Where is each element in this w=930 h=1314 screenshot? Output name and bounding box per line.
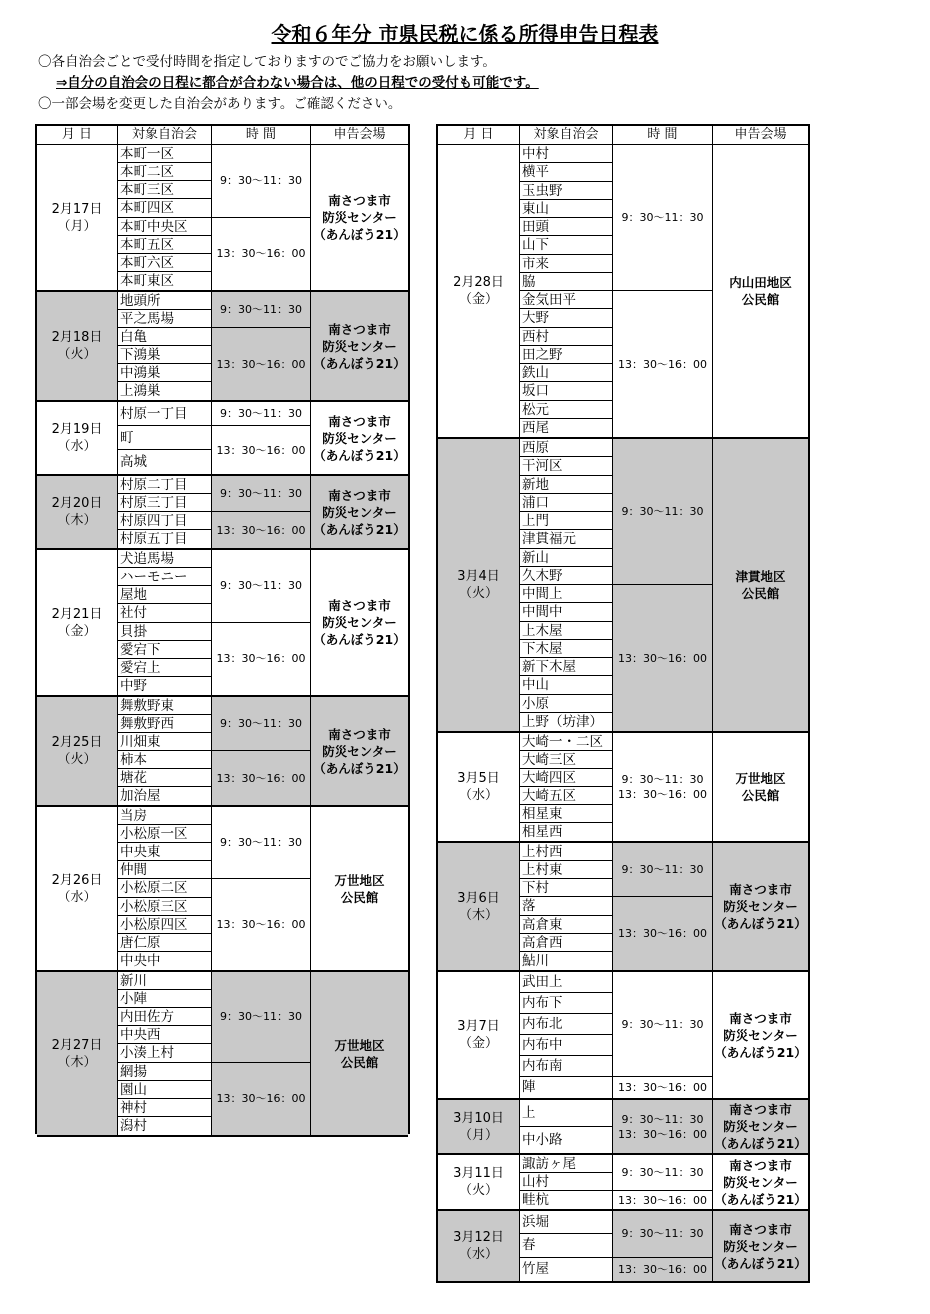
schedule-group — [438, 1211, 808, 1283]
list-item: 中村 — [520, 145, 612, 163]
list-item: 当房 — [118, 807, 211, 825]
list-item: 中央西 — [118, 1026, 211, 1044]
list-item: 相星東 — [520, 805, 612, 823]
list-item: 中間上 — [520, 585, 612, 603]
time-am: 9：30～11：30 — [613, 972, 712, 1077]
page-title-text: 令和６年分 市県民税に係る所得申告日程表 — [271, 22, 659, 46]
list-item: 内布下 — [520, 993, 612, 1014]
list-item: 脇 — [520, 273, 612, 291]
list-item: 陣 — [520, 1077, 612, 1098]
names-column — [118, 807, 212, 970]
date-cell: 2月28日 （金） — [438, 145, 520, 437]
list-item: 武田上 — [520, 972, 612, 993]
date-cell: 3月5日 （水） — [438, 733, 520, 841]
list-item: 川畑東 — [118, 733, 211, 751]
schedule-group — [438, 145, 808, 439]
list-item: 相星西 — [520, 823, 612, 841]
time-column — [212, 550, 311, 695]
names-column — [118, 972, 212, 1135]
list-item: 屋地 — [118, 586, 211, 604]
list-item: 西村 — [520, 328, 612, 346]
list-item: 下木屋 — [520, 640, 612, 658]
names-column — [520, 733, 613, 841]
list-item: 市来 — [520, 255, 612, 273]
time-column — [212, 972, 311, 1135]
names-column — [520, 1211, 613, 1281]
date-cell: 3月11日 （火） — [438, 1155, 520, 1209]
list-item: 本町三区 — [118, 181, 211, 199]
venue-cell: 津貫地区 公民館 — [735, 569, 786, 601]
list-item: 村原三丁目 — [118, 494, 211, 512]
schedule-group — [438, 972, 808, 1100]
venue-cell: 南さつま市 防災センター （あんぼう21） — [714, 1010, 807, 1060]
venue-cell: 万世地区 公民館 — [735, 771, 786, 803]
list-item: 大崎四区 — [520, 769, 612, 787]
time-column — [212, 292, 311, 400]
schedule-group — [37, 402, 408, 476]
venue-cell: 万世地区 公民館 — [334, 1037, 385, 1070]
time-am: 9：30～11：30 — [613, 145, 712, 291]
table-header — [438, 126, 808, 145]
venue-cell: 内山田地区 公民館 — [729, 275, 792, 307]
time-pm: 13：30～16：00 — [216, 918, 306, 932]
date-cell: 2月21日 （金） — [37, 550, 118, 695]
list-item: 諏訪ヶ尾 — [520, 1155, 612, 1173]
list-item: 本町六区 — [118, 254, 211, 272]
list-item: 内布南 — [520, 1056, 612, 1077]
list-item: 干河区 — [520, 457, 612, 475]
list-item: 高倉東 — [520, 916, 612, 934]
time-both: 9：30～11：30 13：30～16：00 — [618, 773, 707, 801]
list-item: 落 — [520, 897, 612, 915]
date-cell: 3月7日 （金） — [438, 972, 520, 1098]
list-item: 山下 — [520, 236, 612, 254]
list-item: 浦口 — [520, 494, 612, 512]
time-pm: 13：30～16：00 — [618, 357, 707, 371]
list-item: 本町二区 — [118, 163, 211, 181]
names-column — [520, 1100, 613, 1153]
list-item: ハーモニー — [118, 568, 211, 586]
schedule-group — [37, 476, 408, 550]
venue-cell: 南さつま市 防災センター （あんぼう21） — [714, 1157, 807, 1207]
schedule-table-right — [436, 124, 810, 1283]
list-item: 貝掛 — [118, 623, 211, 641]
list-item: 網揚 — [118, 1063, 211, 1081]
date-cell: 3月6日 （木） — [438, 843, 520, 970]
time-pm: 13：30～16：00 — [216, 652, 306, 666]
time-am: 9：30～11：30 — [212, 697, 310, 751]
schedule-group — [37, 145, 408, 292]
list-item: 金気田平 — [520, 291, 612, 309]
list-item: 坂口 — [520, 382, 612, 400]
header-venue: 申告会場 — [734, 127, 787, 142]
list-item: 舞敷野西 — [118, 715, 211, 733]
list-item: 村原五丁目 — [118, 530, 211, 548]
list-item: 村原一丁目 — [118, 402, 211, 426]
time-column — [613, 1211, 713, 1281]
header-time: 時 間 — [212, 126, 311, 144]
time-both: 9：30～11：30 13：30～16：00 — [618, 1112, 707, 1141]
list-item: 中央中 — [118, 952, 211, 970]
schedule-group — [37, 972, 408, 1137]
schedule-group — [438, 733, 808, 843]
venue-cell: 南さつま市 防災センター （あんぼう21） — [313, 598, 406, 647]
list-item: 浜堀 — [520, 1211, 612, 1234]
list-item: 田之野 — [520, 346, 612, 364]
list-item: 本町一区 — [118, 145, 211, 163]
date-cell: 2月17日 （月） — [37, 145, 118, 290]
list-item: 上鴻巣 — [118, 382, 211, 400]
names-column — [520, 439, 613, 731]
list-item: 新川 — [118, 972, 211, 990]
schedule-group — [37, 292, 408, 402]
time-column — [613, 1155, 713, 1209]
list-item: 小松原二区 — [118, 879, 211, 897]
list-item: 本町東区 — [118, 272, 211, 290]
list-item: 柿本 — [118, 751, 211, 769]
list-item: 大崎一・二区 — [520, 733, 612, 751]
schedule-group — [438, 843, 808, 972]
names-column — [520, 972, 613, 1098]
schedule-group — [37, 807, 408, 972]
date-cell: 2月20日 （木） — [37, 476, 118, 548]
list-item: 新地 — [520, 476, 612, 494]
note-1: 〇各自治会ごとで受付時間を指定しておりますのでご協力をお願いします。 — [38, 54, 496, 70]
schedule-group — [438, 1100, 808, 1155]
date-cell: 2月26日 （水） — [37, 807, 118, 970]
list-item: 新山 — [520, 549, 612, 567]
list-item: 春 — [520, 1234, 612, 1257]
list-item: 犬追馬場 — [118, 550, 211, 568]
time-am: 9：30～11：30 — [212, 476, 310, 512]
time-column — [212, 145, 311, 290]
list-item: 地頭所 — [118, 292, 211, 310]
venue-cell: 南さつま市 防災センター （あんぼう21） — [313, 413, 406, 463]
list-item: 社付 — [118, 604, 211, 622]
table-header — [37, 126, 408, 145]
names-column — [520, 1155, 613, 1209]
names-column — [520, 843, 613, 970]
list-item: 鮎川 — [520, 952, 612, 970]
list-item: 横平 — [520, 163, 612, 181]
list-item: 塘花 — [118, 769, 211, 787]
venue-cell: 南さつま市 防災センター （あんぼう21） — [313, 487, 406, 537]
time-column — [212, 807, 311, 970]
list-item: 高城 — [118, 450, 211, 474]
venue-cell: 万世地区 公民館 — [334, 872, 385, 905]
schedule-group — [37, 550, 408, 697]
list-item: 潟村 — [118, 1117, 211, 1135]
names-column — [118, 697, 212, 805]
list-item: 上門 — [520, 512, 612, 530]
list-item: 加治屋 — [118, 787, 211, 805]
time-column — [613, 972, 713, 1098]
list-item: 小松原一区 — [118, 825, 211, 843]
venue-cell: 南さつま市 防災センター （あんぼう21） — [714, 1102, 807, 1151]
list-item: 竹屋 — [520, 1258, 612, 1281]
list-item: 舞敷野東 — [118, 697, 211, 715]
schedule-group — [438, 1155, 808, 1211]
time-am: 9：30～11：30 — [613, 843, 712, 897]
list-item: 畦杭 — [520, 1191, 612, 1209]
list-item: 大野 — [520, 309, 612, 327]
list-item: 内布北 — [520, 1014, 612, 1035]
list-item: 中間中 — [520, 603, 612, 621]
header-venue: 申告会場 — [333, 127, 386, 142]
time-pm: 13：30～16：00 — [618, 927, 707, 941]
list-item: 新下木屋 — [520, 658, 612, 676]
list-item: 下村 — [520, 879, 612, 897]
time-am: 9：30～11：30 — [212, 972, 310, 1063]
list-item: 田頭 — [520, 218, 612, 236]
list-item: 唐仁原 — [118, 934, 211, 952]
list-item: 本町五区 — [118, 236, 211, 254]
time-pm: 13：30～16：00 — [216, 357, 306, 371]
note-3: 〇一部会場を変更した自治会があります。ご確認ください。 — [38, 96, 402, 112]
time-am: 9：30～11：30 — [613, 1211, 712, 1258]
time-pm: 13：30～16：00 — [216, 523, 306, 537]
time-am: 9：30～11：30 — [212, 550, 310, 623]
list-item: 神村 — [118, 1099, 211, 1117]
venue-cell: 南さつま市 防災センター （あんぼう21） — [313, 726, 406, 776]
date-cell: 2月25日 （火） — [37, 697, 118, 805]
page-title — [0, 18, 930, 47]
list-item: 下鴻巣 — [118, 346, 211, 364]
time-pm: 13：30～16：00 — [618, 1193, 707, 1207]
time-pm: 13：30～16：00 — [216, 1092, 306, 1106]
time-column — [613, 439, 713, 731]
time-column — [613, 145, 713, 437]
time-am: 9：30～11：30 — [212, 292, 310, 328]
list-item: 上野（坊津） — [520, 713, 612, 731]
list-item: 玉虫野 — [520, 182, 612, 200]
names-column — [520, 145, 613, 437]
list-item: 鉄山 — [520, 364, 612, 382]
list-item: 平之馬場 — [118, 310, 211, 328]
header-names: 対象自治会 — [520, 126, 613, 144]
list-item: 小湊上村 — [118, 1044, 211, 1062]
schedule-table-left — [35, 124, 410, 1134]
names-column — [118, 145, 212, 290]
time-column — [212, 697, 311, 805]
list-item: 上木屋 — [520, 622, 612, 640]
list-item: 大崎三区 — [520, 751, 612, 769]
date-cell: 2月18日 （火） — [37, 292, 118, 400]
list-item: 本町四区 — [118, 199, 211, 217]
list-item: 内布中 — [520, 1035, 612, 1056]
venue-cell: 南さつま市 防災センター （あんぼう21） — [313, 321, 406, 371]
time-column — [212, 402, 311, 474]
date-cell: 2月27日 （木） — [37, 972, 118, 1135]
list-item: 東山 — [520, 200, 612, 218]
list-item: 中小路 — [520, 1127, 612, 1154]
list-item: 上 — [520, 1100, 612, 1127]
list-item: 小松原三区 — [118, 898, 211, 916]
date-cell: 3月12日 （水） — [438, 1211, 520, 1281]
time-column — [613, 733, 713, 841]
time-pm: 13：30～16：00 — [618, 651, 707, 665]
schedule-group — [438, 439, 808, 733]
list-item: 仲間 — [118, 861, 211, 879]
date-cell: 3月4日 （火） — [438, 439, 520, 731]
list-item: 中山 — [520, 676, 612, 694]
list-item: 小松原四区 — [118, 916, 211, 934]
time-am: 9：30～11：30 — [212, 807, 310, 879]
schedule-group — [37, 697, 408, 807]
list-item: 愛宕上 — [118, 659, 211, 677]
list-item: 大崎五区 — [520, 787, 612, 805]
date-cell: 2月19日 （水） — [37, 402, 118, 474]
time-column — [613, 843, 713, 970]
date-cell: 3月10日 （月） — [438, 1100, 520, 1153]
list-item: 内田佐方 — [118, 1008, 211, 1026]
list-item: 本町中央区 — [118, 218, 211, 236]
time-pm: 13：30～16：00 — [618, 1081, 707, 1094]
names-column — [118, 402, 212, 474]
names-column — [118, 476, 212, 548]
time-pm: 13：30～16：00 — [216, 443, 306, 457]
list-item: 松元 — [520, 401, 612, 419]
list-item: 愛宕下 — [118, 641, 211, 659]
list-item: 上村西 — [520, 843, 612, 861]
list-item: 久木野 — [520, 567, 612, 585]
time-pm: 13：30～16：00 — [216, 771, 306, 785]
list-item: 中野 — [118, 677, 211, 695]
list-item: 上村東 — [520, 861, 612, 879]
list-item: 白亀 — [118, 328, 211, 346]
list-item: 町 — [118, 426, 211, 450]
list-item: 西原 — [520, 439, 612, 457]
venue-cell: 南さつま市 防災センター （あんぼう21） — [714, 882, 807, 931]
list-item: 中央東 — [118, 843, 211, 861]
venue-cell: 南さつま市 防災センター （あんぼう21） — [714, 1221, 807, 1271]
time-am: 9：30～11：30 — [212, 402, 310, 426]
names-column — [118, 292, 212, 400]
time-pm: 13：30～16：00 — [216, 247, 306, 261]
time-am: 9：30～11：30 — [613, 1155, 712, 1191]
list-item: 高倉西 — [520, 934, 612, 952]
time-am: 9：30～11：30 — [613, 439, 712, 585]
list-item: 園山 — [118, 1081, 211, 1099]
list-item: 小陣 — [118, 990, 211, 1008]
list-item: 山村 — [520, 1173, 612, 1191]
header-time: 時 間 — [613, 126, 713, 144]
header-date: 月 日 — [37, 126, 118, 144]
time-column — [613, 1100, 713, 1153]
list-item: 津貫福元 — [520, 530, 612, 548]
list-item: 村原四丁目 — [118, 512, 211, 530]
time-am: 9：30～11：30 — [212, 145, 310, 218]
header-names: 対象自治会 — [118, 126, 212, 144]
note-2: ⇒自分の自治会の日程に都合が合わない場合は、他の日程での受付も可能です。 — [56, 75, 539, 91]
list-item: 西尾 — [520, 419, 612, 437]
time-column — [212, 476, 311, 548]
header-date: 月 日 — [438, 126, 520, 144]
names-column — [118, 550, 212, 695]
list-item: 中鴻巣 — [118, 364, 211, 382]
venue-cell: 南さつま市 防災センター （あんぼう21） — [313, 193, 406, 242]
list-item: 小原 — [520, 695, 612, 713]
list-item: 村原二丁目 — [118, 476, 211, 494]
time-pm: 13：30～16：00 — [618, 1262, 707, 1276]
